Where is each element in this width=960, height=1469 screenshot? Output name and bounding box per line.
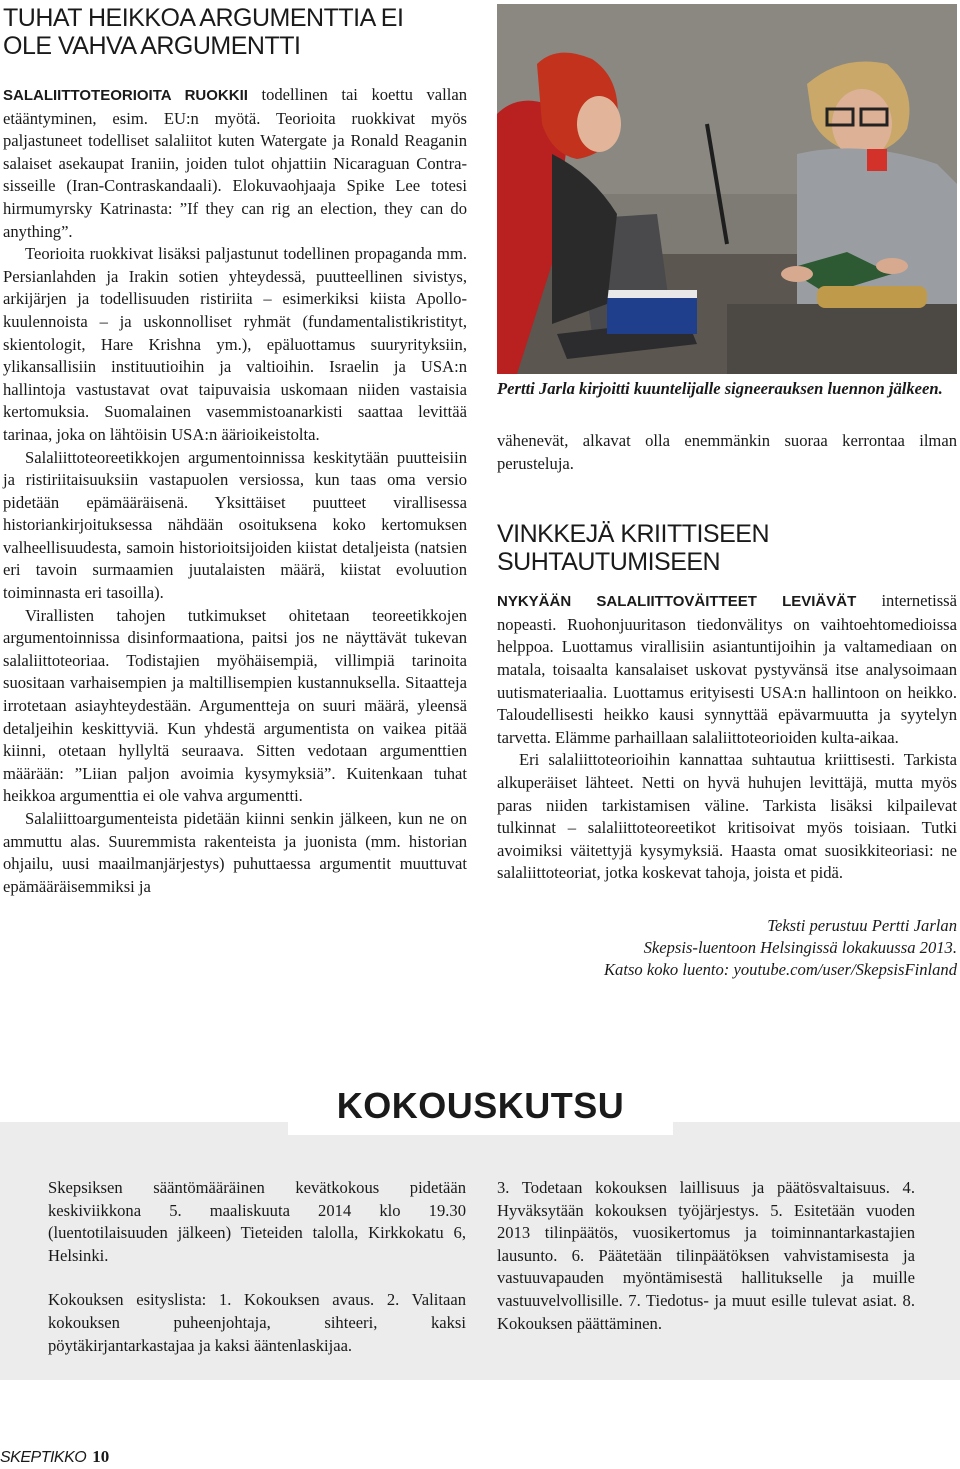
- paragraph-7: [497, 590, 957, 749]
- article-credits: [497, 915, 957, 981]
- article-heading: TUHAT HEIKKOA ARGUMENTTIA EI OLE VAHVA ARGUMENTTI: [3, 4, 404, 60]
- credit-line-3: Katso koko luento: youtube.com/user/SkepsisFinland: [603, 959, 957, 979]
- paragraph-2: Teorioita ruokkivat lisäksi paljastunut todellinen propaganda mm. Persianlahden ja Irakin sotien yhteydessä, puutteellinen sivistys, arkijärjen ja todellisuuden ristiriita – esimerkiksi kiista Apollo-kuulennoista – ja uskonnolliset ryhmät (fundamentalistikristityt, skientologit, Hare Krishna ym.), epäluottamus suuryrityksiin, ylikansallisiin instituutioihin ja valtioihin. Israelin ja USA:n hallintoja vastustavat ovat taipuvaisia uskomaan niiden vastaisia kertomuksia. Suomalainen vasemmistoanarkisti saattaa levittää tarinaa, joka on lähtöisin USA:n äärioikeistolta.: [3, 244, 467, 444]
- meeting-notice-right-column: [497, 1177, 915, 1335]
- paragraph-3: Salaliittoteoreetikkojen argumentoinnissa keskitytään puutteisiin ja ristiriitaisuuksiin vastapuolen versiossa, kun taas oma versio pidetään epämääräisenä. Yksittäiset puutteet virallisessa historiankirjoituksessa nähdään osoituksena koko kertomuksen valheellisuudesta, samoin historioitsijoiden kiistat detaljeista (natsien eri tavoin surmaamien juutalaisten määrä, kiistat evoluution toiminnasta eri tasoilla).: [3, 447, 467, 603]
- paragraph-7-text: internetissä nopeasti. Ruohonjuuritason tiedonvälitys on vaihtoehtomedioissa helppoa. Luottamus virallisiin asiantuntijoihin ja valtamediaan on matala, toisaalta kansalaiset uskovat pystyvänsä itse analysoimaan uutismateriaalia. Luottamus erityisesti USA:n hallintoon on heikko. Taloudellisesti heikko kausi synnyttää epävarmuutta ja syytelyn tarvetta. Elämme parhaillaan salaliittoteorioiden kulta-aikaa.: [497, 591, 958, 747]
- meeting-notice-agenda-2: 3. Todetaan kokouksen laillisuus ja päätösvaltaisuus. 4. Hyväksytään kokouksen työjärjestys. 5. Esitetään vuoden 2013 tilinpäätös, vuosikertomus ja toiminnantarkastajien lausunto. 6. Päätetään tilinpäätöksen vahvistamisesta ja vastuuvapauden myöntämisestä hallitukselle ja muille vastuuvelvollisille. 7. Tiedotus- ja muut esille tulevat asiat. 8. Kokouksen päättäminen.: [497, 1178, 915, 1333]
- meeting-notice-intro: Skepsiksen sääntömääräinen kevätkokous pidetään keskiviikkona 5. maaliskuuta 2014 klo 19.30 (luentotilaisuuden jälkeen) Tieteiden talolla, Kirkkokatu 6, Helsinki.: [48, 1178, 466, 1265]
- credit-line-2: Skepsis-luentoon Helsingissä lokakuussa 2013.: [643, 937, 957, 957]
- paragraph-6: vähenevät, alkavat olla enemmänkin suoraa kerrontaa ilman perusteluja.: [497, 431, 957, 473]
- paragraph-5: Salaliittoargumenteista pidetään kiinni senkin jälkeen, kun ne on ammuttu alas. Suuremmista rakenteista ja juonista (mm. historian ohjailu, uusi maailmanjärjestys) puhuttaessa argumentit muuttuvat epämääräisemmiksi ja: [3, 809, 467, 896]
- lecture-photo-illustration: [497, 4, 957, 374]
- photo-caption: Pertti Jarla kirjoitti kuuntelijalle signeerauksen luennon jälkeen.: [497, 379, 943, 398]
- section-heading: VINKKEJÄ KRIITTISEEN SUHTAUTUMISEEN: [497, 520, 770, 577]
- meeting-notice-agenda-1: Kokouksen esityslista: 1. Kokouksen avaus. 2. Valitaan kokouksen puheenjohtaja, sihteeri, kaksi pöytäkirjantarkastajaa ja kaksi ääntenlaskijaa.: [48, 1290, 466, 1355]
- left-column: [3, 4, 467, 898]
- page-footer: [0, 1447, 109, 1467]
- paragraph-1: [3, 84, 467, 243]
- paragraph-1-text: todellinen tai koettu vallan etääntyminen, esim. EU:n myötä. Teorioita ruokkivat myös paljastuneet todelliset salaliitot kuten Watergate ja Ronald Reaganin salaiset asekaupat Iraniin, joiden tulot ohjattiin Nicaraguan Contra-sisseille (Iran-Contraskandaali). Elokuvaohjaaja Spike Lee totesi hirmumyrsky Katrinasta: ”If they can rig an election, they can do anything”.: [3, 85, 467, 241]
- magazine-name: SKEPTIKKO: [0, 1449, 87, 1466]
- meeting-notice-title-bar: [288, 1077, 673, 1135]
- lecture-photo: [497, 4, 957, 374]
- right-column: [497, 4, 957, 981]
- paragraph-1-lead: SALALIITTOTEORIOITA RUOKKII: [3, 87, 248, 104]
- meeting-notice-title: KOKOUSKUTSU: [336, 1085, 625, 1126]
- meeting-notice-left-column: [48, 1177, 466, 1357]
- paragraph-7-lead: NYKYÄÄN SALALIITTOVÄITTEET LEVIÄVÄT: [497, 593, 857, 611]
- paragraph-4: Virallisten tahojen tutkimukset ohitetaan teoreetikkojen argumentoinnissa disinformaationa, paitsi jos ne näyttävät tukevan salaliittoteoriaa. Todistajien myöhäisempiä, villimpiä tarinoita suositaan varhaisempien ja maltillisempien kustannuksella. Sitaatteja irrotetaan asiayhteydestään. Argumentteja on suuri määrä, yleensä detaljeihin keskittyviä. Kun yhdestä argumentista on vaikea pitää kiinni, otetaan hyllyltä seuraava. Sitten vedotaan argumenttien määrään: ”Liian paljon avoimia kysymyksiä”. Kuitenkaan tuhat heikkoa argumenttia ei ole vahva argumentti.: [3, 605, 467, 806]
- credit-line-1: Teksti perustuu Pertti Jarlan: [767, 915, 957, 935]
- page-number: 10: [92, 1447, 110, 1466]
- paragraph-8: Eri salaliittoteorioihin kannattaa suhtautua kriittisesti. Tarkista alkuperäiset lähteet. Netti on hyvä huhujen levittäjä, mutta myös paras niiden tarkistamisen väline. Tarkista lisäksi kilpailevat tulkinnat – salaliittoteoreetikot kritisoivat myös toisiaan. Tutki avoimiksi väitettyjä kysymyksiä. Haasta omat suosikkiteoriasi: ne salaliittoteoriat, jotka koskevat tahoja, joista et pidä.: [497, 750, 957, 883]
